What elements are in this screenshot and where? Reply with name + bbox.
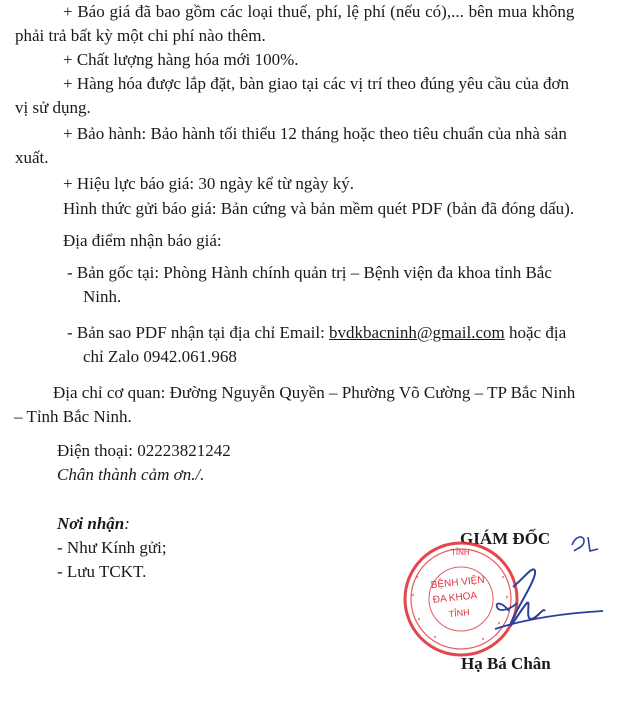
receive-place-heading: Địa điểm nhận báo giá:	[63, 231, 222, 250]
submission-form: Hình thức gửi báo giá: Bản cứng và bản mềm quét PDF (bản đã đóng dấu).	[63, 199, 575, 218]
agency-address-line1: Địa chỉ cơ quan: Đường Nguyễn Quyền – Phường Võ Cường – TP Bắc Ninh	[53, 383, 576, 402]
original-location-line2: Ninh.	[83, 287, 122, 306]
bullet-validity: + Hiệu lực báo giá: 30 ngày kể từ ngày ký.	[63, 174, 354, 193]
stamp-line-2: ĐA KHOA	[432, 590, 478, 606]
recipient-item: - Như Kính gửi;	[57, 538, 167, 557]
bullet-price-line1: + Báo giá đã bao gồm các loại thuế, phí, lệ phí (nếu có),... bên mua không	[63, 2, 575, 21]
copy-location-prefix: - Bản sao PDF nhận tại địa chỉ Email:	[67, 323, 330, 342]
signature-title: GIÁM ĐỐC	[460, 529, 551, 548]
handwritten-number-mark	[570, 531, 600, 557]
bullet-warranty-line1: + Bảo hành: Bảo hành tối thiểu 12 tháng hoặc theo tiêu chuẩn của nhà sản	[63, 124, 567, 143]
agency-address-line2: – Tỉnh Bắc Ninh.	[14, 407, 132, 426]
bullet-quality: + Chất lượng hàng hóa mới 100%.	[63, 50, 299, 69]
copy-location-line2: chỉ Zalo 0942.061.968	[83, 347, 237, 366]
stamp-line-1: BỆNH VIỆN	[430, 574, 486, 592]
bullet-warranty-line2: xuất.	[15, 148, 49, 167]
recipients-heading	[57, 514, 130, 534]
email-link[interactable]: bvdkbacninh@gmail.com	[329, 323, 505, 342]
copy-location-suffix: hoặc địa	[504, 323, 567, 342]
closing-thanks: Chân thành cảm ơn./.	[57, 465, 205, 484]
recipients-heading-colon: :	[124, 514, 130, 533]
signer-name: Hạ Bá Chân	[461, 654, 551, 673]
stamp-line-3: TỈNH	[448, 607, 471, 620]
original-location-line1: - Bản gốc tại: Phòng Hành chính quản trị – Bệnh viện đa khoa tỉnh Bắc	[67, 263, 552, 282]
stamp-ring-text: TỈNH	[451, 548, 470, 557]
copy-location-line1	[67, 323, 566, 343]
recipient-item: - Lưu TCKT.	[57, 562, 147, 581]
bullet-install-line1: + Hàng hóa được lắp đặt, bàn giao tại các vị trí theo đúng yêu cầu của đơn	[63, 74, 569, 93]
recipients-heading-label: Nơi nhận	[57, 514, 125, 533]
bullet-price-line2: phải trả bất kỳ một chi phí nào thêm.	[15, 26, 266, 45]
director-signature	[455, 557, 605, 647]
phone-number: Điện thoại: 02223821242	[57, 441, 231, 460]
bullet-install-line2: vị sử dụng.	[15, 98, 91, 117]
